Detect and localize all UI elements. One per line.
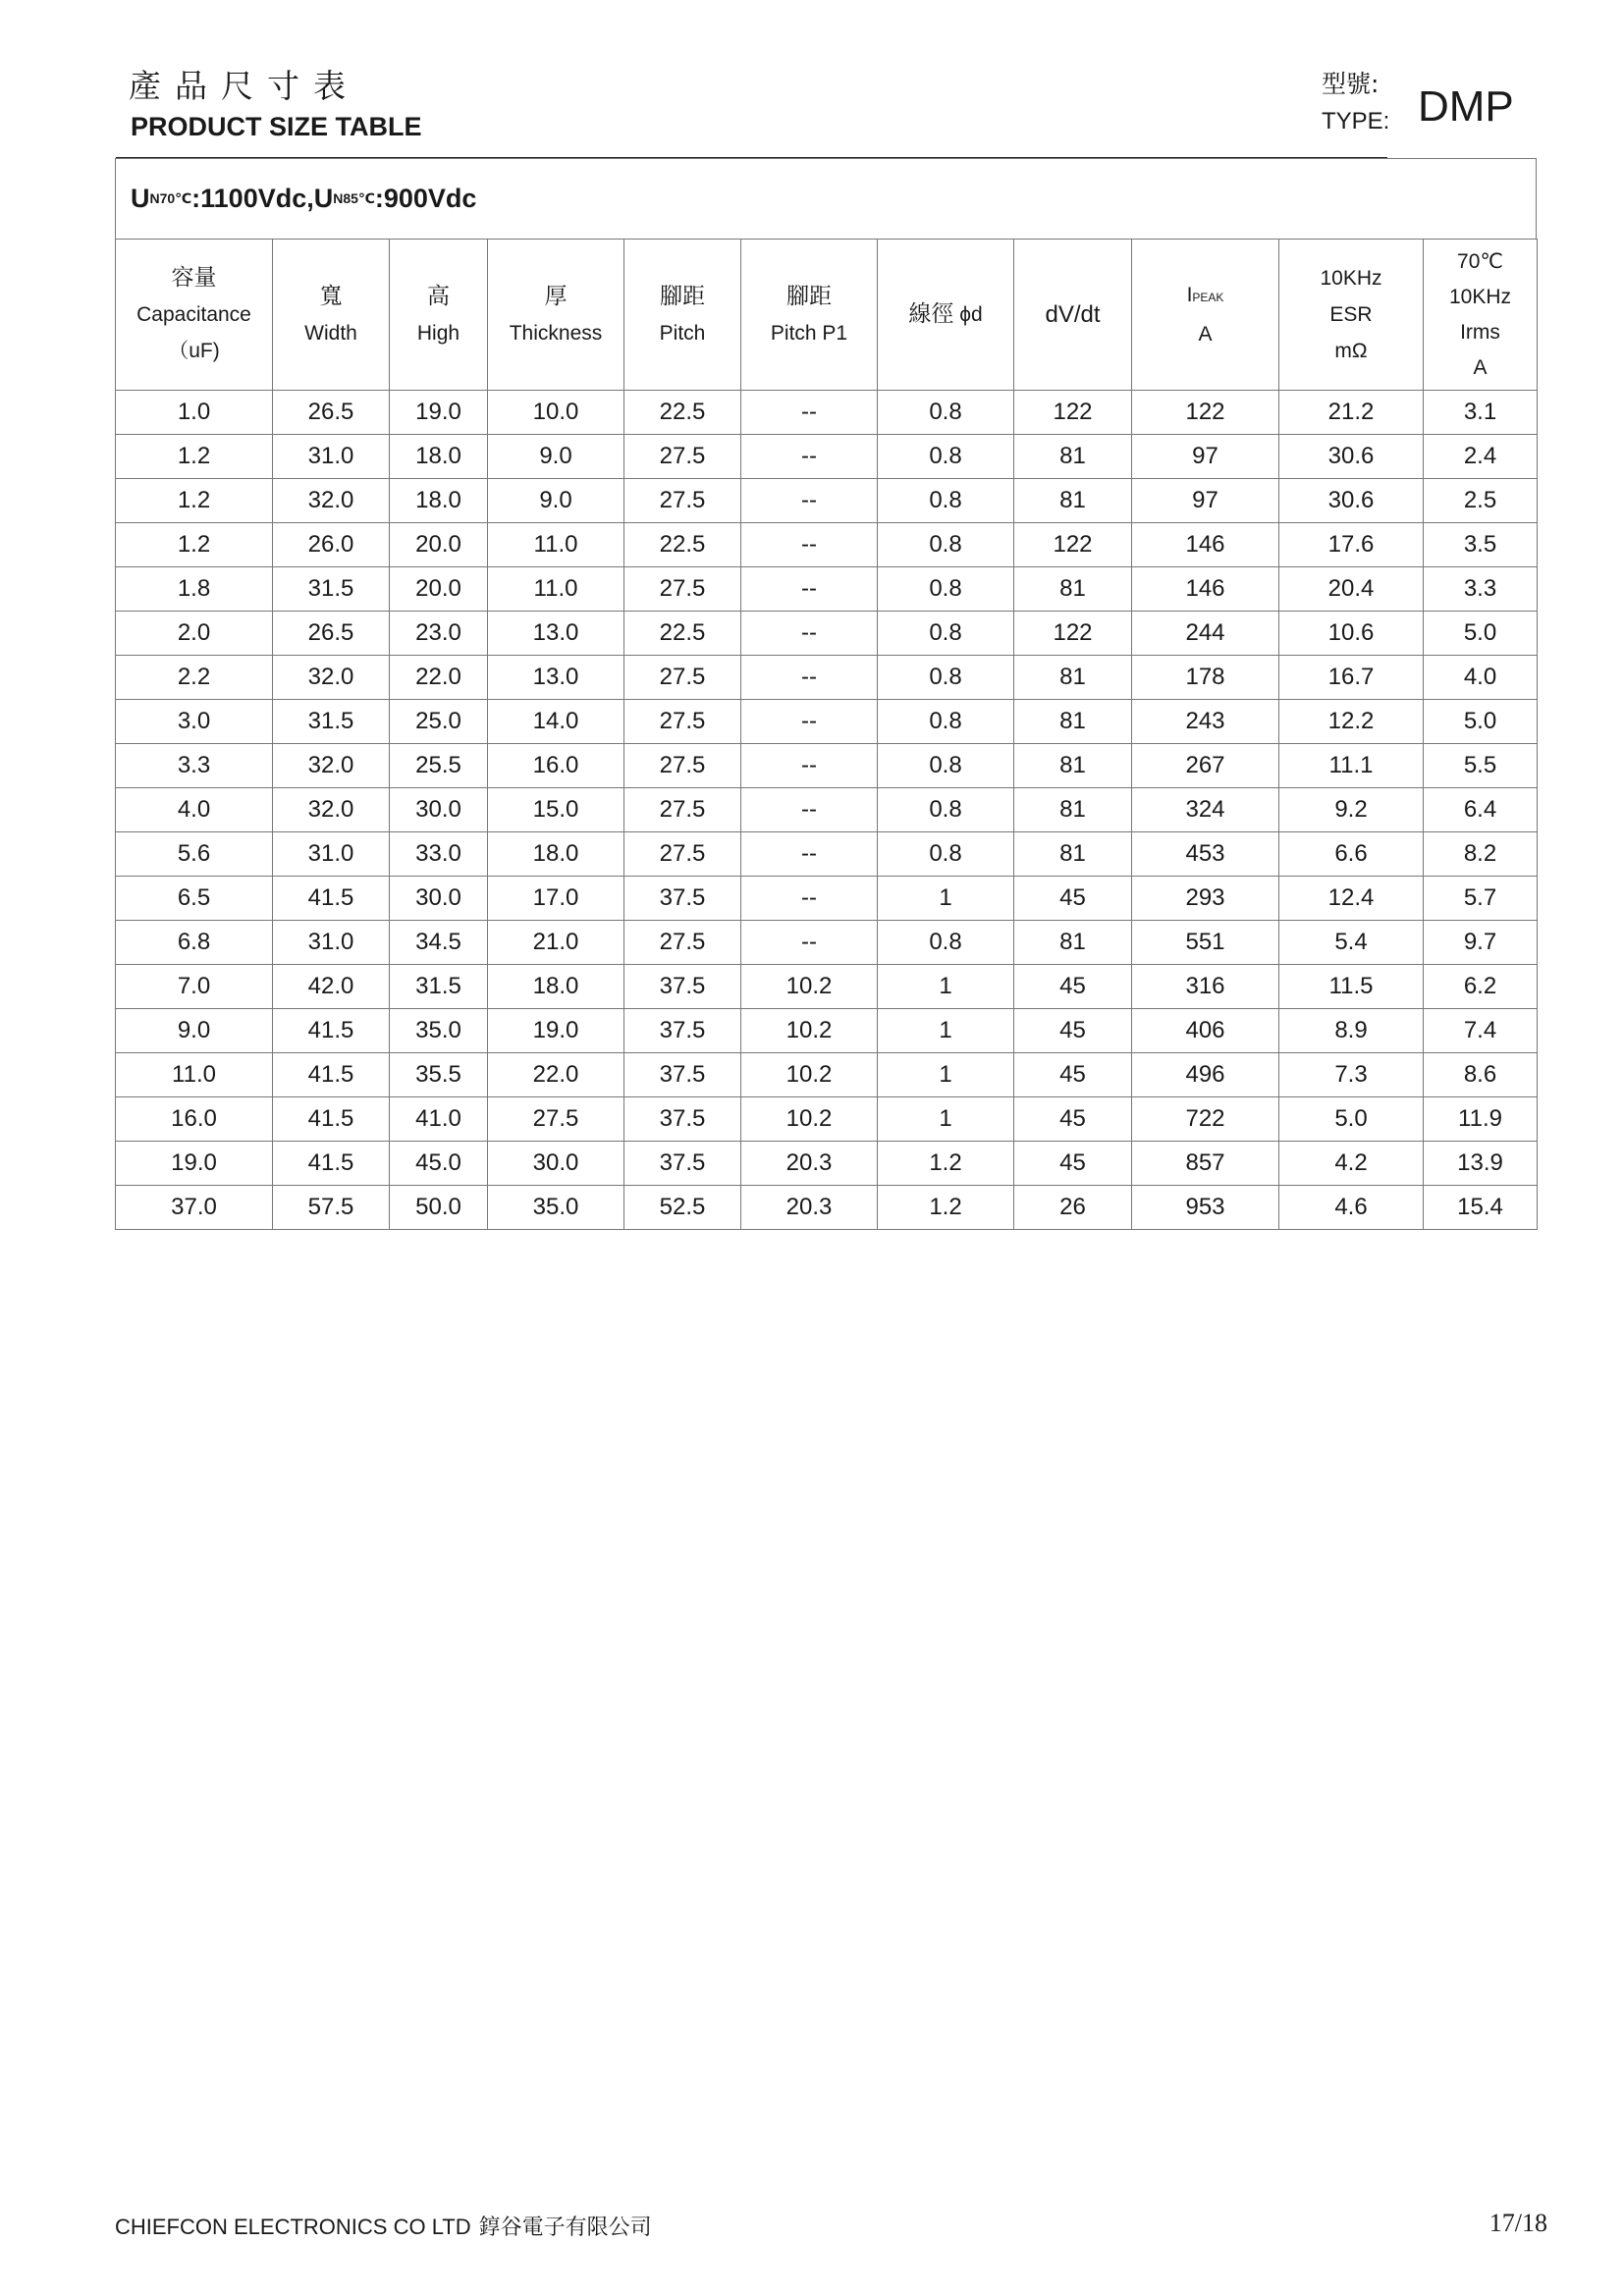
table-cell: 81 [1014,921,1132,965]
table-cell: 22.5 [624,523,741,567]
table-cell: 10.2 [741,1097,878,1142]
table-row [116,1097,1538,1142]
table-cell: 293 [1132,877,1279,921]
table-cell: 81 [1014,656,1132,700]
col-dvdt-label: dV/dt [1045,301,1101,328]
table-cell: 10.6 [1279,612,1424,656]
table-cell: 7.0 [116,965,273,1009]
table-cell: 0.8 [878,479,1014,523]
table-cell: 5.6 [116,832,273,877]
col-dvdt [1014,240,1132,391]
table-cell: 31.5 [390,965,488,1009]
table-cell: 10.2 [741,1053,878,1097]
col-high-en: High [416,321,460,345]
table-cell: -- [741,788,878,832]
table-cell: 41.5 [273,1142,390,1186]
table-cell: 11.0 [116,1053,273,1097]
table-cell: 11.0 [488,523,624,567]
table-cell: 146 [1132,523,1279,567]
table-row [116,788,1538,832]
table-cell: 81 [1014,832,1132,877]
table-cell: 11.9 [1424,1097,1538,1142]
table-cell: 32.0 [273,479,390,523]
table-cell: 1 [878,877,1014,921]
table-cell: 16.0 [488,744,624,788]
type-value: DMP [1418,82,1514,131]
table-cell: 31.0 [273,921,390,965]
table-cell: 8.2 [1424,832,1538,877]
table-cell: 32.0 [273,788,390,832]
footer-company [115,2211,652,2241]
table-cell: 17.6 [1279,523,1424,567]
table-row [116,1053,1538,1097]
table-cell: 243 [1132,700,1279,744]
table-row [116,744,1538,788]
table-cell: 5.4 [1279,921,1424,965]
table-cell: 20.0 [390,567,488,612]
table-cell: 97 [1132,479,1279,523]
table-cell: 122 [1014,612,1132,656]
table-cell: 20.0 [390,523,488,567]
table-cell: 406 [1132,1009,1279,1053]
table-cell: -- [741,700,878,744]
col-irms [1424,240,1538,391]
table-cell: 27.5 [624,832,741,877]
table-cell: 453 [1132,832,1279,877]
table-cell: 45 [1014,965,1132,1009]
table-cell: 41.5 [273,877,390,921]
table-cell: 13.0 [488,612,624,656]
table-cell: 6.6 [1279,832,1424,877]
table-cell: 4.6 [1279,1186,1424,1230]
table-cell: 16.0 [116,1097,273,1142]
table-cell: 45.0 [390,1142,488,1186]
table-cell: 26.0 [273,523,390,567]
table-cell: 11.0 [488,567,624,612]
table-cell: 37.5 [624,877,741,921]
table-cell: 0.8 [878,788,1014,832]
table-row [116,567,1538,612]
table-cell: 5.5 [1424,744,1538,788]
table-cell: 10.0 [488,391,624,435]
table-cell: 25.0 [390,700,488,744]
col-ipeak [1132,240,1279,391]
table-cell: 26 [1014,1186,1132,1230]
table-cell: 81 [1014,700,1132,744]
table-cell: 0.8 [878,391,1014,435]
table-cell: 35.0 [390,1009,488,1053]
table-cell: 9.0 [116,1009,273,1053]
table-cell: 22.0 [390,656,488,700]
product-size-table [115,239,1538,1230]
table-cell: 26.5 [273,612,390,656]
table-cell: 5.7 [1424,877,1538,921]
table-cell: 0.8 [878,921,1014,965]
table-cell: 37.5 [624,1142,741,1186]
footer-company-en: CHIEFCON ELECTRONICS CO LTD [115,2215,471,2239]
col-wire-diameter [878,240,1014,391]
table-row [116,877,1538,921]
table-cell: 1.2 [116,479,273,523]
table-cell: 18.0 [390,479,488,523]
col-width-cn: 寬 [319,283,343,309]
col-esr [1279,240,1424,391]
table-cell: 5.0 [1424,612,1538,656]
col-pitch-en: Pitch [659,321,706,345]
table-cell: 7.3 [1279,1053,1424,1097]
table-cell: -- [741,877,878,921]
table-cell: 20.3 [741,1186,878,1230]
table-cell: 2.2 [116,656,273,700]
table-cell: 27.5 [488,1097,624,1142]
table-cell: 31.5 [273,700,390,744]
table-cell: 27.5 [624,435,741,479]
table-cell: 20.3 [741,1142,878,1186]
table-cell: -- [741,391,878,435]
table-cell: 6.4 [1424,788,1538,832]
table-cell: 1.2 [116,523,273,567]
table-cell: 27.5 [624,744,741,788]
table-cell: -- [741,435,878,479]
table-cell: 23.0 [390,612,488,656]
table-cell: 11.1 [1279,744,1424,788]
table-cell: 27.5 [624,788,741,832]
rating-u1-prefix: U [131,184,150,213]
table-cell: 324 [1132,788,1279,832]
table-cell: 27.5 [624,479,741,523]
table-cell: 27.5 [624,567,741,612]
table-cell: 21.0 [488,921,624,965]
type-label-en: TYPE: [1322,108,1390,134]
table-row [116,1009,1538,1053]
table-row [116,832,1538,877]
table-cell: 8.6 [1424,1053,1538,1097]
page-title-en: PRODUCT SIZE TABLE [131,112,422,141]
table-cell: 10.2 [741,965,878,1009]
table-cell: 3.0 [116,700,273,744]
table-cell: 35.0 [488,1186,624,1230]
col-pitch-p1-en: Pitch P1 [770,321,848,345]
table-cell: 0.8 [878,523,1014,567]
table-cell: 31.5 [273,567,390,612]
col-width-en: Width [304,321,357,345]
col-irms-line4: A [1473,355,1488,379]
table-cell: 146 [1132,567,1279,612]
col-pitch-p1 [741,240,878,391]
table-cell: 18.0 [390,435,488,479]
table-cell: 10.2 [741,1009,878,1053]
table-cell: 81 [1014,744,1132,788]
table-cell: 18.0 [488,832,624,877]
table-cell: 45 [1014,1142,1132,1186]
table-cell: 45 [1014,1053,1132,1097]
table-cell: 45 [1014,877,1132,921]
table-cell: 41.0 [390,1097,488,1142]
table-cell: -- [741,567,878,612]
table-cell: 178 [1132,656,1279,700]
table-cell: 4.0 [116,788,273,832]
col-pitch-cn: 腳距 [660,283,705,309]
table-cell: 9.0 [488,479,624,523]
table-cell: 21.2 [1279,391,1424,435]
rating-u2-sub: N85℃ [333,190,375,206]
col-esr-line2: ESR [1329,303,1373,326]
table-cell: 22.5 [624,391,741,435]
col-thickness-en: Thickness [509,321,603,345]
table-cell: 0.8 [878,700,1014,744]
table-cell: 0.8 [878,567,1014,612]
table-cell: 45 [1014,1009,1132,1053]
col-capacitance-unit: （uF) [168,340,220,362]
table-cell: 7.4 [1424,1009,1538,1053]
table-cell: 81 [1014,435,1132,479]
table-cell: 31.0 [273,435,390,479]
col-capacitance-cn: 容量 [171,265,217,291]
col-thickness-cn: 厚 [544,283,568,309]
table-body [116,391,1538,1230]
col-ipeak-sub: PEAK [1192,291,1224,304]
table-row [116,391,1538,435]
table-cell: 0.8 [878,656,1014,700]
table-cell: 8.9 [1279,1009,1424,1053]
table-cell: 12.4 [1279,877,1424,921]
table-cell: -- [741,921,878,965]
table-cell: 0.8 [878,612,1014,656]
table-cell: 1.2 [878,1186,1014,1230]
table-cell: 11.5 [1279,965,1424,1009]
table-cell: 0.8 [878,832,1014,877]
table-cell: 27.5 [624,656,741,700]
rating-u1-sub: N70℃ [149,190,192,206]
table-row [116,700,1538,744]
table-cell: -- [741,523,878,567]
table-cell: 267 [1132,744,1279,788]
table-cell: 22.0 [488,1053,624,1097]
table-cell: 22.5 [624,612,741,656]
table-cell: 81 [1014,788,1132,832]
table-cell: 57.5 [273,1186,390,1230]
col-irms-line1: 70℃ [1457,249,1503,273]
rating-u2-prefix: U [313,184,334,213]
table-row [116,612,1538,656]
table-cell: 32.0 [273,656,390,700]
table-row [116,921,1538,965]
col-wire-diameter-en: ϕd [959,303,983,326]
table-cell: 19.0 [488,1009,624,1053]
table-cell: 30.6 [1279,435,1424,479]
table-cell: 81 [1014,479,1132,523]
table-cell: 1 [878,1097,1014,1142]
voltage-rating [115,158,1537,239]
table-cell: 25.5 [390,744,488,788]
rating-u1-value: :1100Vdc, [191,184,314,213]
col-esr-line1: 10KHz [1320,267,1382,290]
table-row [116,435,1538,479]
table-cell: 19.0 [390,391,488,435]
table-cell: 953 [1132,1186,1279,1230]
page-title-cn: 產品尺寸表 [129,67,359,105]
table-cell: 45 [1014,1097,1132,1142]
table-cell: 122 [1014,391,1132,435]
type-label-cn: 型號: [1322,70,1380,98]
col-wire-diameter-cn: 線徑 [908,301,954,327]
table-cell: 97 [1132,435,1279,479]
table-cell: 26.5 [273,391,390,435]
table-cell: 27.5 [624,700,741,744]
table-cell: -- [741,656,878,700]
table-cell: -- [741,612,878,656]
table-cell: 1.2 [878,1142,1014,1186]
table-cell: 41.5 [273,1009,390,1053]
table-cell: 6.5 [116,877,273,921]
table-cell: 0.8 [878,744,1014,788]
col-pitch [624,240,741,391]
table-cell: 4.2 [1279,1142,1424,1186]
table-row [116,1142,1538,1186]
table-cell: -- [741,479,878,523]
col-capacitance-en: Capacitance [136,303,251,326]
table-cell: 1.2 [116,435,273,479]
table-cell: 30.0 [390,788,488,832]
table-cell: 13.9 [1424,1142,1538,1186]
table-cell: 12.2 [1279,700,1424,744]
table-cell: 6.8 [116,921,273,965]
table-header-row [116,240,1538,391]
col-pitch-p1-cn: 腳距 [786,283,832,309]
table-cell: 1 [878,1053,1014,1097]
table-cell: 30.6 [1279,479,1424,523]
table-cell: 3.3 [1424,567,1538,612]
table-cell: 244 [1132,612,1279,656]
table-cell: 1 [878,1009,1014,1053]
col-high-cn: 高 [427,283,450,309]
table-cell: 5.0 [1279,1097,1424,1142]
table-cell: 3.1 [1424,391,1538,435]
table-cell: 9.7 [1424,921,1538,965]
table-cell: -- [741,832,878,877]
table-cell: 9.0 [488,435,624,479]
col-esr-line3: mΩ [1334,340,1368,362]
table-cell: 2.0 [116,612,273,656]
table-cell: 42.0 [273,965,390,1009]
rating-u2-value: :900Vdc [374,184,477,213]
table-cell: 4.0 [1424,656,1538,700]
table-cell: 32.0 [273,744,390,788]
col-irms-line3: Irms [1460,320,1500,344]
table-cell: 2.5 [1424,479,1538,523]
table-row [116,1186,1538,1230]
col-width [273,240,390,391]
table-cell: 20.4 [1279,567,1424,612]
table-cell: 33.0 [390,832,488,877]
table-cell: 122 [1014,523,1132,567]
table-cell: 37.5 [624,1053,741,1097]
table-cell: 0.8 [878,435,1014,479]
table-cell: 34.5 [390,921,488,965]
table-row [116,656,1538,700]
table-cell: 15.4 [1424,1186,1538,1230]
table-cell: 50.0 [390,1186,488,1230]
table-cell: 17.0 [488,877,624,921]
col-capacitance [116,240,273,391]
table-cell: 2.4 [1424,435,1538,479]
table-cell: 14.0 [488,700,624,744]
table-row [116,965,1538,1009]
table-cell: 37.5 [624,1097,741,1142]
col-ipeak-unit: A [1198,323,1213,346]
table-cell: 1 [878,965,1014,1009]
table-cell: 18.0 [488,965,624,1009]
footer-page-number: 17/18 [1489,2209,1547,2237]
col-irms-line2: 10KHz [1448,285,1512,308]
table-cell: 37.0 [116,1186,273,1230]
table-cell: 19.0 [116,1142,273,1186]
footer-company-cn: 錞谷電子有限公司 [478,2216,652,2240]
table-cell: 37.5 [624,965,741,1009]
table-cell: 722 [1132,1097,1279,1142]
table-row [116,523,1538,567]
table-cell: 35.5 [390,1053,488,1097]
table-cell: 16.7 [1279,656,1424,700]
table-cell: -- [741,744,878,788]
table-cell: 41.5 [273,1053,390,1097]
table-cell: 30.0 [488,1142,624,1186]
table-cell: 15.0 [488,788,624,832]
table-cell: 1.0 [116,391,273,435]
table-cell: 496 [1132,1053,1279,1097]
table-cell: 30.0 [390,877,488,921]
table-cell: 5.0 [1424,700,1538,744]
table-cell: 27.5 [624,921,741,965]
table-cell: 3.3 [116,744,273,788]
table-cell: 37.5 [624,1009,741,1053]
table-cell: 31.0 [273,832,390,877]
table-cell: 1.8 [116,567,273,612]
table-cell: 41.5 [273,1097,390,1142]
table-cell: 122 [1132,391,1279,435]
table-cell: 6.2 [1424,965,1538,1009]
table-cell: 316 [1132,965,1279,1009]
col-ipeak-prefix: I [1186,284,1193,306]
table-cell: 13.0 [488,656,624,700]
col-thickness [488,240,624,391]
table-cell: 857 [1132,1142,1279,1186]
table-row [116,479,1538,523]
table-cell: 52.5 [624,1186,741,1230]
col-high [390,240,488,391]
table-cell: 81 [1014,567,1132,612]
table-cell: 9.2 [1279,788,1424,832]
table-cell: 3.5 [1424,523,1538,567]
table-cell: 551 [1132,921,1279,965]
